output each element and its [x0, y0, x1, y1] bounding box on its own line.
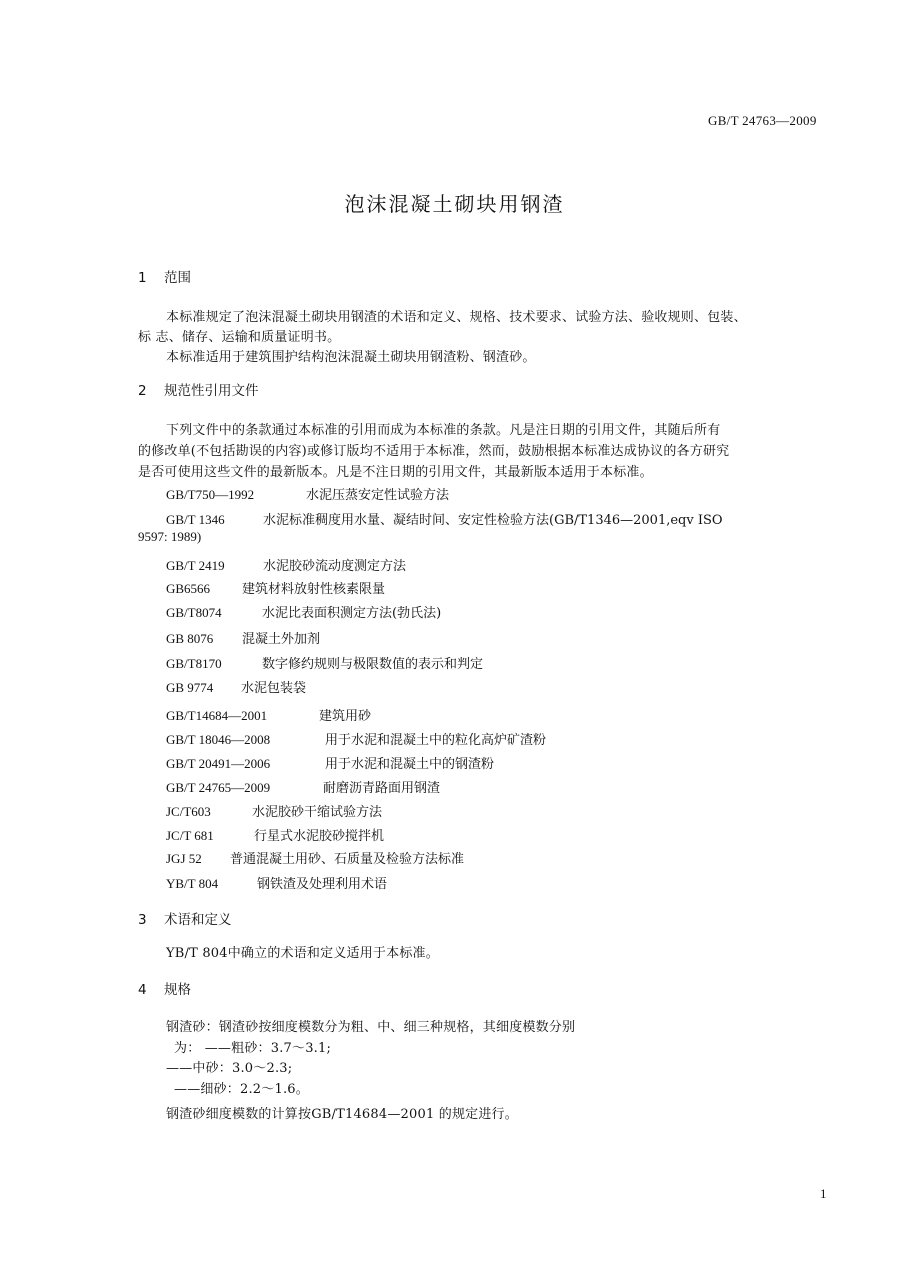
reference-code: GB/T 24765—2009: [166, 780, 271, 795]
spec-line-3: ——中砂：3.0～2.3;: [166, 1061, 293, 1076]
reference-name: 数字修约规则与极限数值的表示和判定: [262, 657, 484, 672]
page-title: 泡沫混凝土砌块用钢渣: [344, 192, 565, 216]
section-number: 1: [138, 270, 147, 286]
scope-paragraph-1-line-2: 标 志、储存、运输和质量证明书。: [138, 330, 341, 345]
reference-code: GB/T 18046—2008: [166, 732, 271, 747]
reference-item: [166, 873, 387, 892]
reference-item: [166, 848, 464, 867]
terms-paragraph: YB/T 804中确立的术语和定义适用于本标准。: [166, 946, 439, 961]
section-number: 4: [138, 982, 147, 998]
reference-name: 水泥胶砂干缩试验方法: [252, 805, 383, 820]
reference-item: [166, 705, 371, 724]
section-number: 2: [138, 383, 147, 399]
reference-code: JGJ 52: [166, 851, 202, 866]
reference-item: [166, 801, 382, 820]
scope-paragraph-2: 本标准适用于建筑围护结构泡沫混凝土砌块用钢渣粉、钢渣砂。: [166, 350, 536, 365]
reference-name: 建筑用砂: [319, 709, 372, 724]
reference-code: JC/T 681: [166, 828, 214, 843]
reference-name: 水泥压蒸安定性试验方法: [306, 488, 450, 503]
page-number: 1: [820, 1186, 827, 1201]
section-4-heading: [138, 978, 191, 998]
spec-line-1: 钢渣砂：钢渣砂按细度模数分为粗、中、细三种规格，其细度模数分别: [166, 1020, 576, 1035]
scope-paragraph-1-line-1: 本标准规定了泡沫混凝土砌块用钢渣的术语和定义、规格、技术要求、试验方法、验收规则、包装、: [166, 310, 747, 325]
reference-item: [138, 529, 201, 545]
reference-code: GB/T8170: [166, 656, 222, 671]
reference-item: [166, 729, 546, 748]
section-number: 3: [138, 912, 147, 928]
section-1-heading: [138, 266, 191, 286]
reference-name: 水泥标准稠度用水量、凝结时间、安定性检验方法(GB/T1346—2001,eqv ISO: [263, 513, 723, 528]
reference-item: [166, 628, 320, 647]
reference-item: [166, 653, 483, 672]
reference-code: GB6566: [166, 581, 211, 596]
reference-name: 耐磨沥青路面用钢渣: [323, 781, 441, 796]
normative-intro-line-3: 是否可使用这些文件的最新版本。凡是不注日期的引用文件，其最新版本适用于本标准。: [138, 465, 653, 480]
reference-item: [166, 677, 306, 696]
section-2-heading: [138, 379, 259, 399]
reference-name: 用于水泥和混凝土中的粒化高炉矿渣粉: [325, 733, 547, 748]
reference-name: 行星式水泥胶砂搅拌机: [254, 829, 385, 844]
reference-code: YB/T 804: [166, 876, 219, 891]
reference-item: [166, 578, 385, 597]
reference-code: GB/T 1346: [166, 512, 225, 527]
section-title: 术语和定义: [164, 912, 232, 928]
section-title: 规范性引用文件: [164, 383, 259, 399]
section-title: 范围: [164, 270, 191, 286]
reference-name: 水泥胶砂流动度测定方法: [263, 559, 407, 574]
reference-code: 9597: 1989): [138, 529, 202, 544]
section-3-heading: [138, 908, 232, 928]
reference-name: 水泥包装袋: [241, 681, 307, 696]
reference-item: [166, 509, 723, 528]
reference-code: GB/T750—1992: [166, 487, 255, 502]
section-title: 规格: [164, 982, 191, 998]
reference-code: GB/T8074: [166, 605, 222, 620]
reference-code: GB/T 20491—2006: [166, 756, 271, 771]
reference-item: [166, 753, 494, 772]
reference-item: [166, 602, 441, 621]
reference-item: [166, 777, 440, 796]
normative-intro-line-1: 下列文件中的条款通过本标准的引用而成为本标准的条款。凡是注日期的引用文件，其随后所有: [166, 423, 721, 438]
reference-name: 普通混凝土用砂、石质量及检验方法标准: [230, 852, 465, 867]
reference-name: 混凝土外加剂: [242, 632, 321, 647]
reference-name: 水泥比表面积测定方法(勃氏法): [262, 606, 442, 621]
reference-name: 用于水泥和混凝土中的钢渣粉: [325, 757, 495, 772]
reference-code: GB 9774: [166, 680, 214, 695]
reference-item: [166, 825, 384, 844]
reference-code: JC/T603: [166, 804, 211, 819]
reference-item: [166, 555, 406, 574]
standard-number: GB/T 24763—2009: [708, 113, 817, 128]
spec-line-5: 钢渣砂细度模数的计算按GB/T14684—2001 的规定进行。: [166, 1107, 518, 1122]
reference-code: GB 8076: [166, 631, 214, 646]
reference-code: GB/T14684—2001: [166, 708, 268, 723]
reference-name: 钢铁渣及处理利用术语: [257, 877, 388, 892]
reference-code: GB/T 2419: [166, 558, 225, 573]
spec-line-2: 为： ——粗砂：3.7～3.1;: [174, 1041, 332, 1056]
reference-item: [166, 484, 449, 503]
spec-line-4: ——细砂：2.2～1.6。: [174, 1082, 309, 1097]
reference-name: 建筑材料放射性核素限量: [242, 582, 386, 597]
normative-intro-line-2: 的修改单(不包括勘误的内容)或修订版均不适用于本标准，然而，鼓励根据本标准达成协议的各方研究: [138, 444, 730, 459]
